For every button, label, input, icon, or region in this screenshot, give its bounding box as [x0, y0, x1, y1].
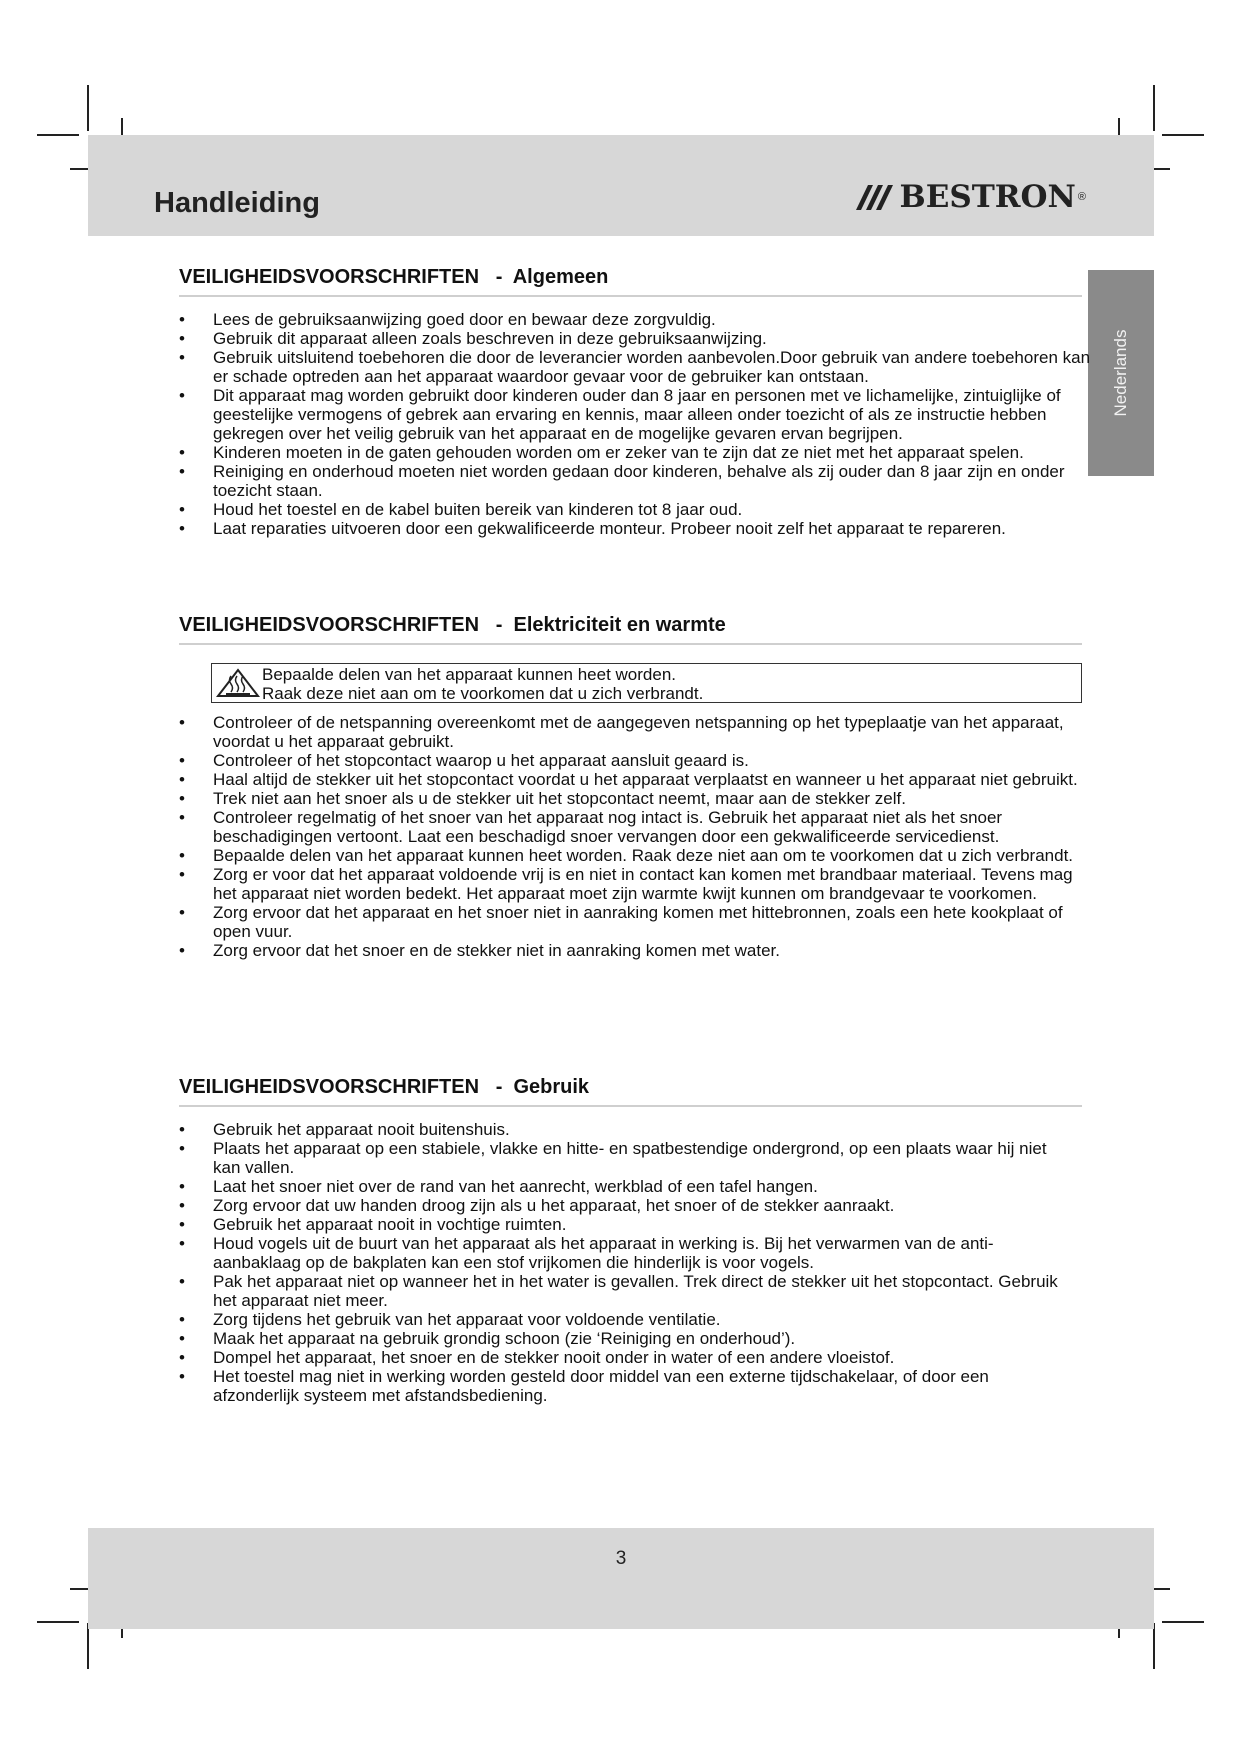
registered-mark: ®: [1077, 191, 1086, 203]
list-item: • Controleer of de netspanning overeenkomt met de aangegeven netspanning op het typeplaatje van het apparaat, voordat u het apparaat gebruikt.: [179, 713, 1064, 751]
brand-logo: [854, 177, 1087, 217]
list-item: • Lees de gebruiksaanwijzing goed door en bewaar deze zorgvuldig.: [179, 310, 716, 329]
list-item: • Controleer regelmatig of het snoer van het apparaat nog intact is. Gebruik het apparaat niet als het snoer beschadigingen vertoont. Laat een beschadigd snoer vervangen door een gekwalificeerde servicedienst.: [179, 808, 1003, 846]
list-item: • Plaats het apparaat op een stabiele, vlakke en hitte- en spatbestendige ondergrond, op een plaats waar hij niet kan vallen.: [179, 1139, 1047, 1177]
list-item: • Controleer of het stopcontact waarop u het apparaat aansluit geaard is.: [179, 751, 749, 770]
brand-chevrons-icon: [854, 182, 896, 212]
list-item: • Gebruik uitsluitend toebehoren die door de leverancier worden aanbevolen.Door gebruik van andere toebehoren kan er schade optreden aan het apparaat waardoor gevaar voor de gebruiker kan ontstaan.: [179, 348, 1091, 386]
list-item: • Zorg tijdens het gebruik van het apparaat voor voldoende ventilatie.: [179, 1310, 721, 1329]
hot-surface-warning-icon: [216, 668, 260, 698]
footer-bar: [88, 1528, 1154, 1629]
list-item: • Dit apparaat mag worden gebruikt door kinderen ouder dan 8 jaar en personen met ve lichamelijke, zintuiglijke of geestelijke vermogens of gebrek aan ervaring en kennis, maar alleen onder toezicht of als ze instructie hebben gekregen over het veilig gebruik van het apparaat en de mogelijke gevaren ervan begrijpen.: [179, 386, 1061, 443]
bullet-list-algemeen: [173, 310, 1103, 538]
list-item: • Laat het snoer niet over de rand van het aanrecht, werkblad of een tafel hangen.: [179, 1177, 818, 1196]
list-item: • Houd vogels uit de buurt van het apparaat als het apparaat in werking is. Bij het verwarmen van de anti-aanbaklaag op de bakplaten kan een stof vrijkomen die hinderlijk is voor vogels.: [179, 1234, 994, 1272]
warning-text: [262, 665, 703, 703]
language-tab-label: Nederlands: [1111, 329, 1130, 417]
crop-mark: [1162, 1621, 1204, 1623]
crop-mark: [1153, 1623, 1155, 1669]
list-item: • Gebruik dit apparaat alleen zoals beschreven in deze gebruiksaanwijzing.: [179, 329, 767, 348]
warning-line-1: Bepaalde delen van het apparaat kunnen heet worden.: [262, 665, 676, 684]
crop-mark: [1162, 134, 1204, 136]
list-item: • Kinderen moeten in de gaten gehouden worden om er zeker van te zijn dat ze niet met het apparaat spelen.: [179, 443, 1024, 462]
crop-mark: [37, 134, 79, 136]
list-item: • Haal altijd de stekker uit het stopcontact voordat u het apparaat verplaatst en wanneer u het apparaat niet gebruikt.: [179, 770, 1078, 789]
list-item: • Gebruik het apparaat nooit in vochtige ruimten.: [179, 1215, 567, 1234]
header-bar: [88, 135, 1154, 236]
bullet-list-elektriciteit: [173, 713, 1093, 960]
list-item: • Zorg er voor dat het apparaat voldoende vrij is en niet in contact kan komen met brandbaar materiaal. Tevens mag het apparaat niet worden bedekt. Het apparaat moet zijn warmte kwijt kunnen om brandgevaar te voorkomen.: [179, 865, 1073, 903]
list-item: • Laat reparaties uitvoeren door een gekwalificeerde monteur. Probeer nooit zelf het apparaat te repareren.: [179, 519, 1006, 538]
list-item: • Zorg ervoor dat uw handen droog zijn als u het apparaat, het snoer of de stekker aanraakt.: [179, 1196, 895, 1215]
warning-line-2: Raak deze niet aan om te voorkomen dat u zich verbrandt.: [262, 684, 704, 703]
list-item: • Houd het toestel en de kabel buiten bereik van kinderen tot 8 jaar oud.: [179, 500, 743, 519]
section-divider: [179, 643, 1082, 645]
list-item: • Zorg ervoor dat het snoer en de stekker niet in aanraking komen met water.: [179, 941, 780, 960]
page-number: 3: [615, 1548, 627, 1569]
crop-mark: [87, 1623, 89, 1669]
list-item: • Het toestel mag niet in werking worden gesteld door middel van een externe tijdschakelaar, of door een afzonderlijk systeem met afstandsbediening.: [179, 1367, 989, 1405]
section-title-algemeen: VEILIGHEIDSVOORSCHRIFTEN - Algemeen: [179, 266, 609, 288]
section-divider: [179, 1105, 1082, 1107]
list-item: • Maak het apparaat na gebruik grondig schoon (zie ‘Reiniging en onderhoud’).: [179, 1329, 796, 1348]
list-item: • Bepaalde delen van het apparaat kunnen heet worden. Raak deze niet aan om te voorkomen dat u zich verbrandt.: [179, 846, 1074, 865]
list-item: • Trek niet aan het snoer als u de stekker uit het stopcontact neemt, maar aan de stekker zelf.: [179, 789, 906, 808]
list-item: • Dompel het apparaat, het snoer en de stekker nooit onder in water of een andere vloeistof.: [179, 1348, 895, 1367]
list-item: • Zorg ervoor dat het apparaat en het snoer niet in aanraking komen met hittebronnen, zoals een hete kookplaat of open vuur.: [179, 903, 1063, 941]
brand-name: BESTRON: [899, 179, 1076, 215]
crop-mark: [1153, 85, 1155, 131]
bullet-list-gebruik: [173, 1120, 1073, 1405]
section-title-gebruik: VEILIGHEIDSVOORSCHRIFTEN - Gebruik: [179, 1076, 590, 1098]
page-title: Handleiding: [154, 187, 320, 219]
section-divider: [179, 295, 1082, 297]
list-item: • Gebruik het apparaat nooit buitenshuis.: [179, 1120, 510, 1139]
crop-mark: [87, 85, 89, 131]
hot-surface-warning: [211, 663, 1082, 703]
list-item: • Pak het apparaat niet op wanneer het in het water is gevallen. Trek direct de stekker uit het stopcontact. Gebruik het apparaat niet meer.: [179, 1272, 1058, 1310]
section-title-elektriciteit: VEILIGHEIDSVOORSCHRIFTEN - Elektriciteit en warmte: [179, 614, 726, 636]
crop-mark: [37, 1621, 79, 1623]
list-item: • Reiniging en onderhoud moeten niet worden gedaan door kinderen, behalve als zij ouder dan 8 jaar zijn en onder toezicht staan.: [179, 462, 1065, 500]
